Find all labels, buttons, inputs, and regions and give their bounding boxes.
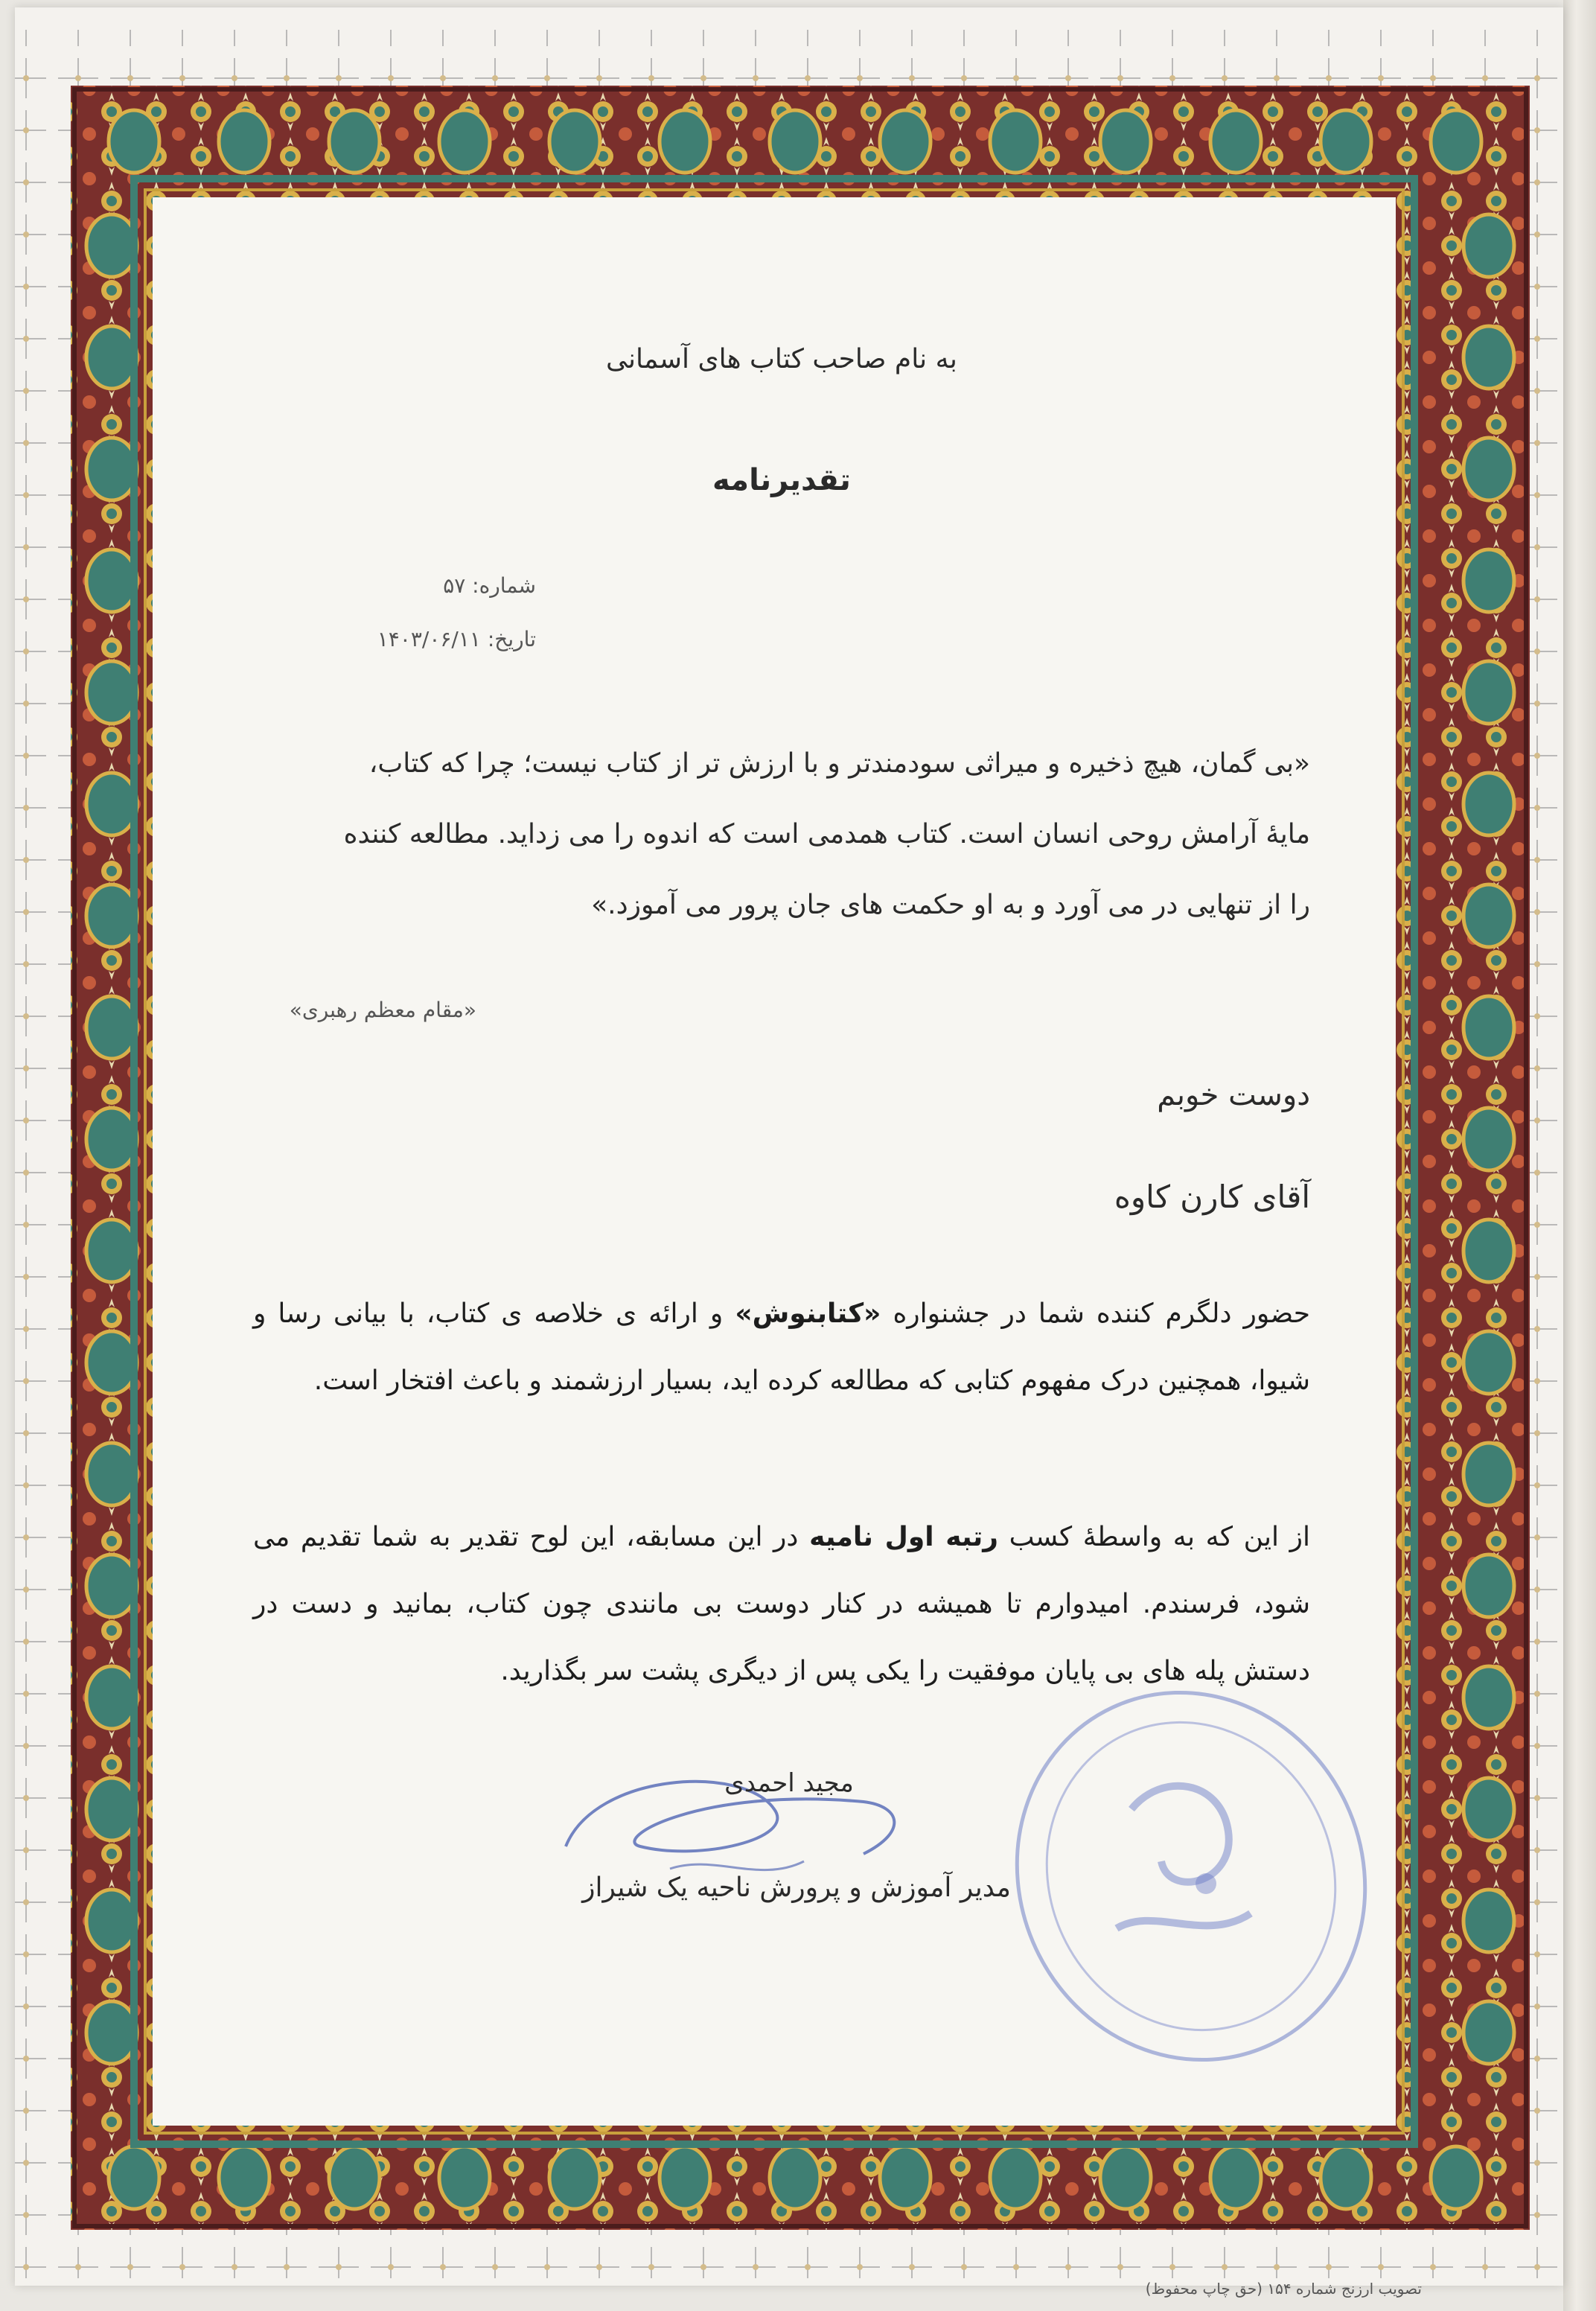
border-medallion [1463,1555,1514,1617]
border-medallion [86,661,137,724]
border-medallion [880,2146,931,2209]
border-medallion [86,1666,137,1729]
border-medallion [86,1331,137,1394]
quote-source: «مقام معظم رهبری» [289,998,476,1022]
paragraph2-part-a: از این که به واسطهٔ کسب [998,1522,1311,1552]
quote-line-3: را از تنهایی در می آورد و به او حکمت های جان پرور می آموزد.» [591,890,1310,920]
signatory-name: مجید احمدی [724,1768,854,1798]
border-medallion [1463,1331,1514,1394]
border-medallion [1463,884,1514,947]
border-medallion [109,110,159,173]
award-rank: رتبه اول نامیه [809,1522,998,1552]
border-medallion [86,1555,137,1617]
border-medallion [770,2146,820,2209]
paragraph-appreciation [253,1281,1310,1415]
border-medallion [439,110,490,173]
border-medallion [1463,1220,1514,1282]
border-medallion [660,2146,710,2209]
border-medallion [1463,1108,1514,1170]
paragraph1-part-a: حضور دلگرم کننده شما در جشنواره [881,1298,1310,1329]
border-medallion [1431,110,1481,173]
print-note: تصویب ارزنج شماره ۱۵۴ (حق چاپ محفوظ) [1145,2280,1422,2298]
border-medallion [1431,2146,1481,2209]
border-medallion [86,884,137,947]
border-medallion [1100,110,1151,173]
border-medallion [86,1108,137,1170]
border-medallion [1463,996,1514,1059]
border-medallion [1463,438,1514,500]
border-medallion [1463,773,1514,835]
border-medallion [329,110,380,173]
border-medallion [86,1443,137,1505]
border-medallion [1463,2001,1514,2064]
border-medallion [660,110,710,173]
border-medallion [1463,661,1514,724]
border-medallion [86,438,137,500]
border-medallion [329,2146,380,2209]
certificate-number: شماره: ۵۷ [443,573,536,598]
border-medallion [1463,1778,1514,1840]
basmala-heading: به نام صاحب کتاب های آسمانی [606,344,957,374]
border-medallion [86,214,137,277]
border-medallion [1210,110,1261,173]
border-medallion [1463,214,1514,277]
quote-line-2: مایهٔ آرامش روحی انسان است. کتاب همدمی است که اندوه را می زداید. مطالعه کننده [343,819,1310,850]
certificate-date: تاریخ: ۱۴۰۳/۰۶/۱۱ [377,627,536,651]
border-medallion [439,2146,490,2209]
border-medallion [1463,1666,1514,1729]
border-medallion [1463,326,1514,389]
border-medallion [86,996,137,1059]
border-medallion [1321,2146,1371,2209]
border-medallion [86,1778,137,1840]
paragraph2-part-b: در این مسابقه، این لوح تقدیر به شما تقدیم می شود، فرسندم. امیدوارم تا همیشه در کنار دوست بی مانندی چون کتاب، بمانید و دست در دستش پله های بی پایان موفقیت را یکی پس از دیگری پشت سر بگذارید. [253,1522,1310,1686]
quote-line-1: «بی گمان، هیچ ذخیره و میراثی سودمندتر و با ارزش تر از کتاب نیست؛ چرا که کتاب، [368,748,1310,779]
border-medallion [1321,110,1371,173]
paragraph1-part-b: و ارائه ی خلاصه ی کتاب، با بیانی رسا و شیوا، همچنین درک مفهوم کتابی که مطالعه کرده اید، بسیار ارزشمند و باعث افتخار است. [253,1298,1310,1396]
border-medallion [880,110,931,173]
border-medallion [1210,2146,1261,2209]
border-medallion [990,2146,1041,2209]
border-medallion [86,2001,137,2064]
border-medallion [86,326,137,389]
certificate-title: تقدیرنامه [712,463,851,497]
border-medallion [1463,549,1514,612]
border-medallion [86,549,137,612]
greeting: دوست خوبم [1157,1078,1310,1112]
border-medallion [549,2146,600,2209]
border-medallion [86,1220,137,1282]
border-medallion [86,773,137,835]
border-medallion [990,110,1041,173]
border-medallion [219,2146,269,2209]
border-medallion [549,110,600,173]
border-medallion [1100,2146,1151,2209]
official-stamp [983,1660,1399,2077]
festival-name: «کتابنوش» [735,1298,881,1329]
signatory-position: مدیر آموزش و پرورش ناحیه یک شیراز [582,1872,1011,1903]
border-medallion [1463,1443,1514,1505]
border-medallion [86,1890,137,1952]
border-medallion [219,110,269,173]
border-medallion [770,110,820,173]
recipient-name: آقای کارن کاوه [1114,1179,1310,1215]
border-medallion [1463,1890,1514,1952]
border-medallion [109,2146,159,2209]
